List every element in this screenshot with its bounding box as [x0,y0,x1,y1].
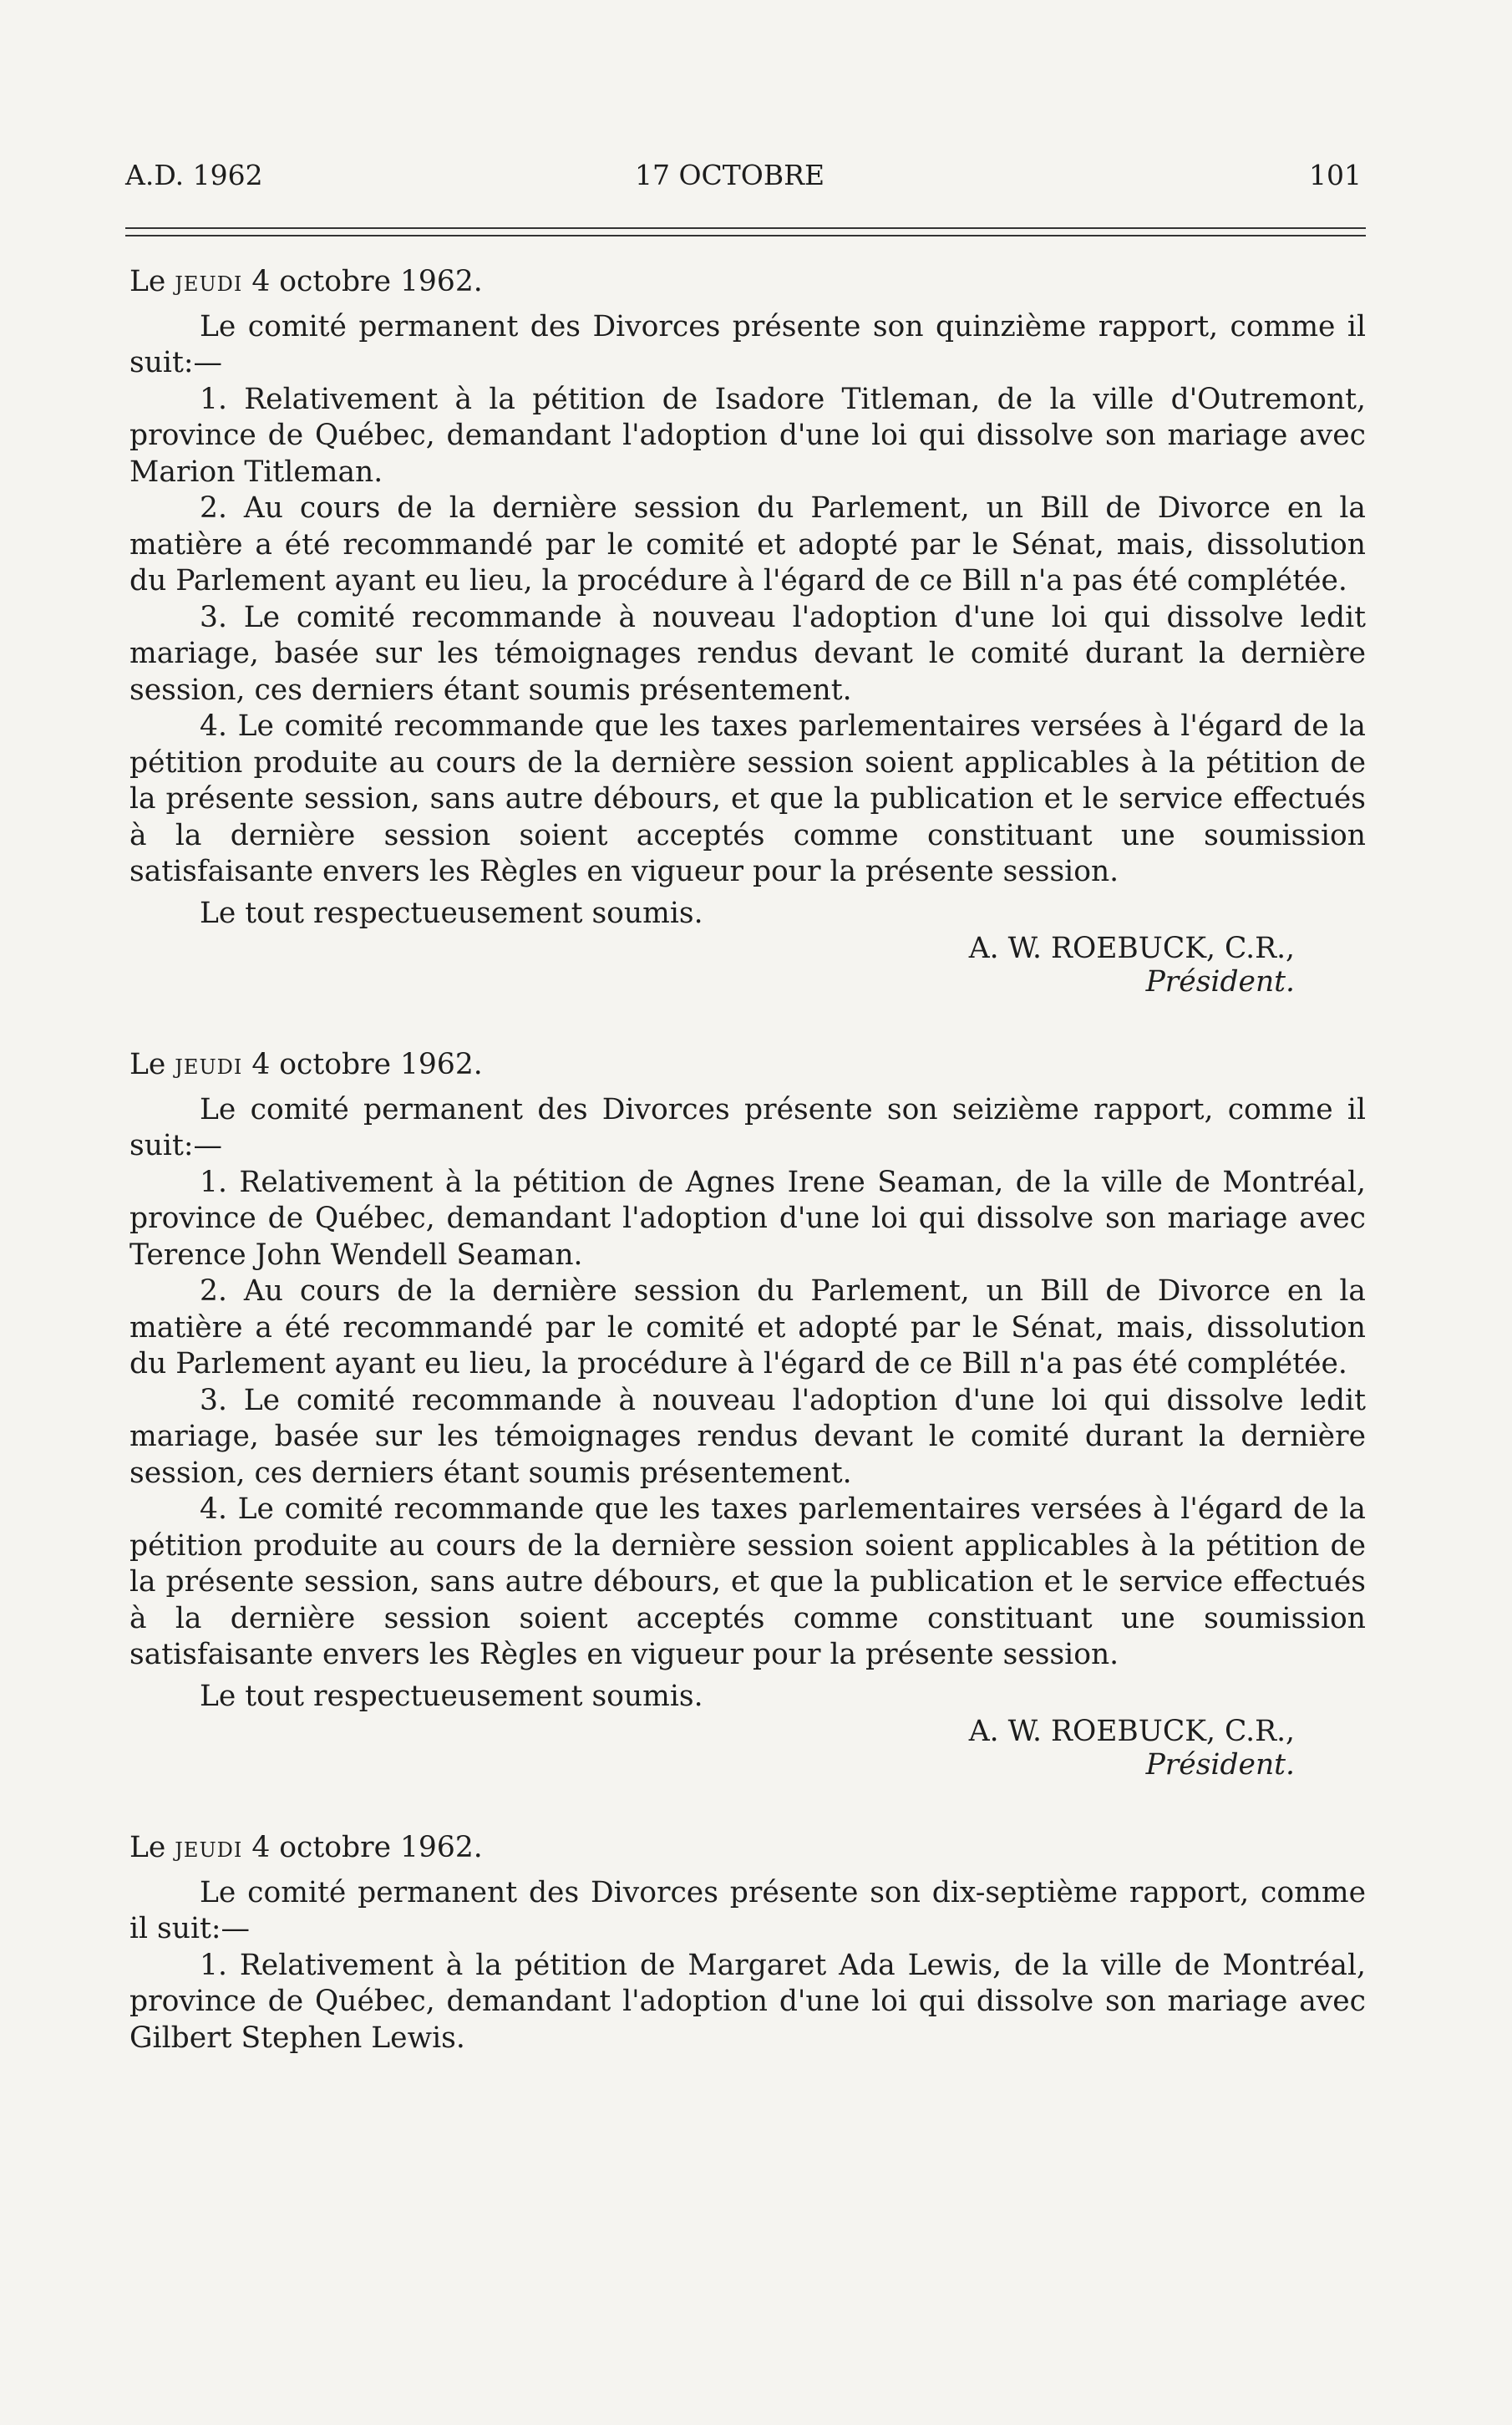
page-number: 101 [1309,159,1362,191]
date-prefix: Le [129,265,166,298]
header-rule-bottom [125,235,1366,236]
report-item: 4. Le comité recommande que les taxes parlementaires versées à l'égard de la pétition produite au cours de la dernière session soient applicables à la pétition de la présente session, sans autre débours, et que la publication et le service effectués à la dernière session soient acceptés comme constituant une soumission satisfaisante envers les Règles en vigueur pour la présente session. [129,709,1366,888]
report-date [129,1830,1366,1867]
date-rest: 4 octobre 1962. [251,1831,483,1864]
report-seventeenth [129,1830,1366,2056]
report-item: 4. Le comité recommande que les taxes parlementaires versées à l'égard de la pétition produite au cours de la dernière session soient applicables à la pétition de la présente session, sans autre débours, et que la publication et le service effectués à la dernière session soient acceptés comme constituant une soumission satisfaisante envers les Règles en vigueur pour la présente session. [129,1492,1366,1671]
signature-block [129,932,1366,999]
date-prefix: Le [129,1048,166,1081]
page-header [125,159,1362,192]
report-date [129,1047,1366,1084]
date-rest: 4 octobre 1962. [251,265,483,298]
header-year: A.D. 1962 [125,159,263,191]
report-closing: Le tout respectueusement soumis. [200,1679,703,1713]
report-item: 2. Au cours de la dernière session du Parlement, un Bill de Divorce en la matière a été recommandé par le comité et adopté par le Sénat, mais, dissolution du Parlement ayant eu lieu, la procédure à l'égard de ce Bill n'a pas été complétée. [129,491,1366,597]
header-date: 17 OCTOBRE [635,159,825,191]
report-item: 3. Le comité recommande à nouveau l'adoption d'une loi qui dissolve ledit mariage, basée sur les témoignages rendus devant le comité durant la dernière session, ces derniers étant soumis présentement. [129,600,1366,707]
report-sixteenth [129,1047,1366,1782]
date-day: jeudi [175,1831,243,1864]
date-prefix: Le [129,1831,166,1864]
report-item: 1. Relativement à la pétition de Agnes Irene Seaman, de la ville de Montréal, province de Québec, demandant l'adoption d'une loi qui dissolve son mariage avec Terence John Wendell Seaman. [129,1165,1366,1272]
date-day: jeudi [175,265,243,298]
header-rule-top [125,227,1366,229]
report-fifteenth [129,264,1366,999]
report-item: 1. Relativement à la pétition de Margaret Ada Lewis, de la ville de Montréal, province de Québec, demandant l'adoption d'une loi qui dissolve son mariage avec Gilbert Stephen Lewis. [129,1948,1366,2055]
report-item: 3. Le comité recommande à nouveau l'adoption d'une loi qui dissolve ledit mariage, basée sur les témoignages rendus devant le comité durant la dernière session, ces derniers étant soumis présentement. [129,1383,1366,1490]
signer-title: Président. [1145,1748,1295,1782]
report-intro: Le comité permanent des Divorces présente son dix-septième rapport, comme il suit:— [129,1875,1366,1945]
signer-name: A. W. ROEBUCK, C.R., [968,1715,1295,1748]
report-intro: Le comité permanent des Divorces présente son quinzième rapport, comme il suit:— [129,309,1366,379]
report-item: 2. Au cours de la dernière session du Parlement, un Bill de Divorce en la matière a été recommandé par le comité et adopté par le Sénat, mais, dissolution du Parlement ayant eu lieu, la procédure à l'égard de ce Bill n'a pas été complétée. [129,1274,1366,1380]
page-body [129,261,1366,2056]
signer-name: A. W. ROEBUCK, C.R., [968,932,1295,965]
report-item: 1. Relativement à la pétition de Isadore Titleman, de la ville d'Outremont, province de Québec, demandant l'adoption d'une loi qui dissolve son mariage avec Marion Titleman. [129,382,1366,489]
date-day: jeudi [175,1048,243,1081]
signature-block [129,1715,1366,1782]
report-date [129,264,1366,301]
report-intro: Le comité permanent des Divorces présente son seizième rapport, comme il suit:— [129,1092,1366,1162]
signer-title: Président. [1145,965,1295,999]
date-rest: 4 octobre 1962. [251,1048,483,1081]
report-closing: Le tout respectueusement soumis. [200,896,703,930]
